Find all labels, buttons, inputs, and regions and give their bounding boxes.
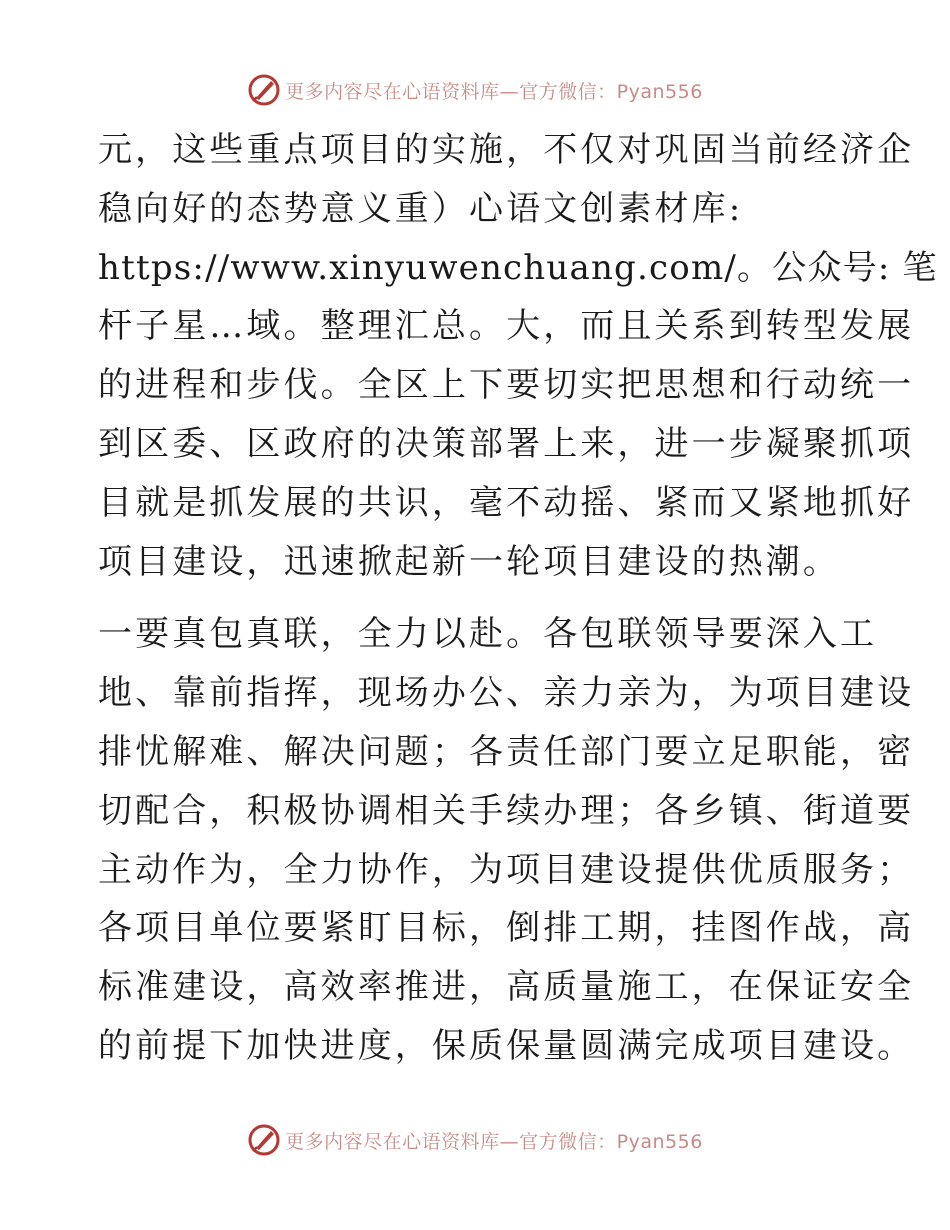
document-body — [98, 121, 938, 1076]
watermark-separator: — — [499, 80, 520, 103]
watermark-contact: 官方微信：Pyan556 — [519, 80, 703, 103]
text-line: 杆子星…域。整理汇总。大，而且关系到转型发展 — [98, 306, 915, 347]
text-line: 的进程和步伐。全区上下要切实把思想和行动统一 — [98, 365, 915, 406]
paragraph-2 — [98, 605, 915, 1075]
watermark-site: 更多内容尽在心语资料库 — [285, 80, 500, 103]
text-line: 稳向好的态势意义重）心语文创素材库: — [98, 188, 744, 229]
quill-logo-icon — [247, 73, 281, 107]
paragraph-1 — [98, 121, 938, 591]
text-line: 主动作为，全力协作，为项目建设提供优质服务； — [98, 849, 915, 890]
watermark-text — [285, 1127, 703, 1154]
watermark-contact: 官方微信：Pyan556 — [519, 1130, 703, 1153]
text-line: 标准建设，高效率推进，高质量施工，在保证安全 — [98, 967, 915, 1008]
quill-logo-icon — [247, 1123, 281, 1157]
watermark-text — [285, 77, 703, 104]
text-line: 元，这些重点项目的实施，不仅对巩固当前经济企 — [98, 130, 915, 170]
watermark-site: 更多内容尽在心语资料库 — [285, 1130, 500, 1153]
text-line: 的前提下加快进度，保质保量圆满完成项目建设。 — [98, 1025, 915, 1066]
footer-watermark — [0, 1120, 950, 1160]
watermark-separator: — — [499, 1130, 520, 1153]
text-line: 排忧解难、解决问题；各责任部门要立足职能，密 — [98, 731, 915, 772]
text-line: 到区委、区政府的决策部署上来，进一步凝聚抓项 — [98, 423, 915, 464]
text-line: 切配合，积极协调相关手续办理；各乡镇、街道要 — [98, 790, 915, 831]
text-line: 一要真包真联，全力以赴。各包联领导要深入工 — [98, 614, 878, 655]
text-line: 地、靠前指挥，现场办公、亲力亲为，为项目建设 — [98, 673, 915, 714]
text-line: 目就是抓发展的共识，毫不动摇、紧而又紧地抓好 — [98, 482, 915, 523]
text-line: https://www.xinyuwenchuang.com/。公众号: 笔 — [98, 247, 938, 288]
text-line: 项目建设，迅速掀起新一轮项目建设的热潮。 — [98, 541, 840, 582]
header-watermark — [0, 70, 950, 110]
paragraph-gap — [98, 591, 858, 605]
text-line: 各项目单位要紧盯目标，倒排工期，挂图作战，高 — [98, 908, 915, 949]
